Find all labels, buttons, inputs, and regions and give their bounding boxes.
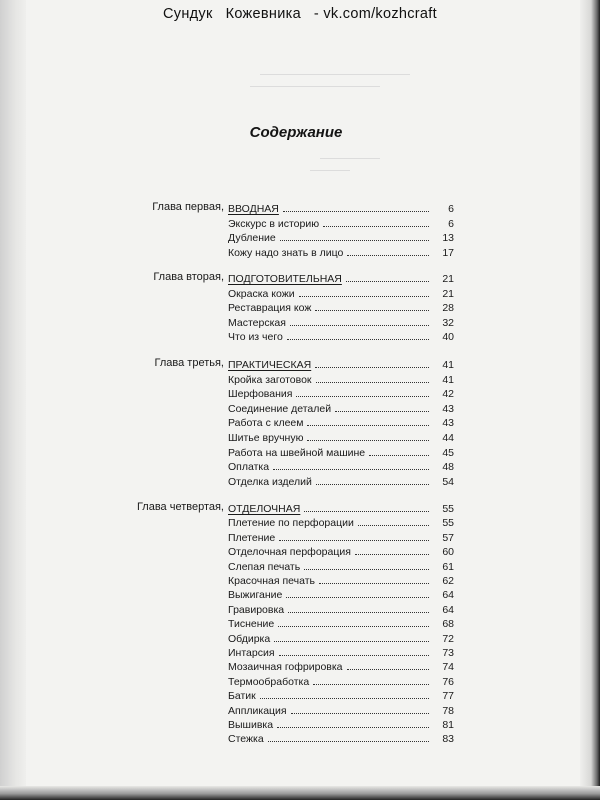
page-number: 64 bbox=[442, 589, 454, 602]
page-number: 41 bbox=[442, 373, 454, 386]
page-number: 78 bbox=[442, 704, 454, 717]
toc-entry bbox=[228, 217, 454, 231]
toc-entry bbox=[228, 632, 454, 646]
dot-leader bbox=[290, 316, 429, 326]
dot-leader bbox=[287, 330, 429, 340]
page-number: 13 bbox=[442, 232, 454, 244]
page-number: 68 bbox=[442, 618, 454, 631]
page-number: 55 bbox=[442, 517, 454, 530]
dot-leader bbox=[307, 431, 429, 441]
entry-title: Батик bbox=[228, 690, 256, 703]
toc-entry bbox=[228, 617, 454, 631]
toc-entry bbox=[228, 574, 454, 588]
entry-title: Термообработка bbox=[228, 675, 310, 688]
page-number: 45 bbox=[442, 446, 454, 459]
page-number: 81 bbox=[442, 719, 454, 731]
entry-title: Интарсия bbox=[228, 647, 275, 659]
page-number: 21 bbox=[442, 287, 454, 300]
toc-entry bbox=[228, 475, 454, 489]
entry-title: Мастерская bbox=[228, 316, 286, 329]
entry-title: Плетение bbox=[228, 531, 276, 544]
page-number: 44 bbox=[442, 432, 454, 444]
chapter-label: Глава первая, bbox=[152, 201, 224, 213]
toc-entry bbox=[228, 603, 454, 617]
toc-entry bbox=[228, 704, 454, 718]
toc-entry bbox=[228, 646, 454, 660]
entry-title: Окраска кожи bbox=[228, 287, 295, 300]
dot-leader bbox=[323, 217, 429, 227]
dot-leader bbox=[346, 272, 429, 282]
chapter-heading-row bbox=[228, 202, 454, 216]
dot-leader bbox=[347, 246, 429, 256]
dot-leader bbox=[273, 460, 429, 470]
dot-leader bbox=[280, 231, 429, 241]
dot-leader bbox=[268, 732, 429, 742]
page-number: 54 bbox=[442, 475, 454, 488]
entry-title: Гравировка bbox=[228, 603, 285, 616]
entry-title: Реставрация кож bbox=[228, 302, 312, 314]
toc-entry bbox=[228, 545, 454, 559]
page-number: 48 bbox=[442, 461, 454, 474]
chapter-heading-row bbox=[228, 358, 454, 372]
page-number: 43 bbox=[442, 417, 454, 430]
page-number: 28 bbox=[442, 302, 454, 314]
dot-leader bbox=[315, 358, 429, 368]
page-number: 73 bbox=[442, 647, 454, 659]
chapter-heading: ОТДЕЛОЧНАЯ bbox=[228, 503, 301, 515]
entry-title: Отделочная перфорация bbox=[228, 546, 351, 559]
entry-title: Кройка заготовок bbox=[228, 373, 312, 386]
page-number: 74 bbox=[442, 661, 454, 674]
page-number: 55 bbox=[442, 503, 454, 515]
toc-entry bbox=[228, 689, 454, 703]
toc-entry bbox=[228, 402, 454, 416]
page-number: 57 bbox=[442, 531, 454, 544]
toc-entry bbox=[228, 560, 454, 574]
entry-title: Кожу надо знать в лицо bbox=[228, 246, 344, 259]
page-number: 40 bbox=[442, 331, 454, 343]
dot-leader bbox=[299, 287, 429, 297]
entry-title: Мозаичная гофрировка bbox=[228, 661, 343, 674]
entry-title: Шитье вручную bbox=[228, 432, 304, 444]
dot-leader bbox=[296, 387, 429, 397]
toc-entry bbox=[228, 387, 454, 401]
dot-leader bbox=[286, 588, 429, 598]
page-number: 41 bbox=[442, 359, 454, 371]
entry-title: Тиснение bbox=[228, 618, 275, 631]
page-number: 60 bbox=[442, 546, 454, 559]
page-number: 6 bbox=[448, 203, 454, 215]
dot-leader bbox=[316, 475, 429, 485]
toc-entry bbox=[228, 732, 454, 746]
entry-title: Работа на швейной машине bbox=[228, 446, 366, 459]
dot-leader bbox=[279, 531, 429, 541]
page-number: 72 bbox=[442, 632, 454, 645]
dot-leader bbox=[313, 675, 429, 685]
entry-title: Соединение деталей bbox=[228, 402, 332, 415]
dot-leader bbox=[369, 446, 429, 456]
page-number: 6 bbox=[448, 217, 454, 230]
entry-title: Выжигание bbox=[228, 589, 283, 602]
page-number: 21 bbox=[442, 273, 454, 285]
entry-title: Дубление bbox=[228, 232, 276, 244]
entry-title: Аппликация bbox=[228, 704, 287, 717]
toc-entry bbox=[228, 330, 454, 344]
chapter-label: Глава вторая, bbox=[153, 271, 224, 283]
page-number: 62 bbox=[442, 575, 454, 587]
dot-leader bbox=[304, 502, 429, 512]
chapter-heading: ПОДГОТОВИТЕЛЬНАЯ bbox=[228, 273, 342, 285]
entry-title: Вышивка bbox=[228, 719, 274, 731]
chapter-heading: ПРАКТИЧЕСКАЯ bbox=[228, 359, 312, 371]
entry-title: Обдирка bbox=[228, 632, 271, 645]
chapter-heading-row bbox=[228, 272, 454, 286]
toc-entry bbox=[228, 460, 454, 474]
dot-leader bbox=[307, 416, 429, 426]
toc-entry bbox=[228, 675, 454, 689]
header-caption: Сундук Кожевника - vk.com/kozhcraft bbox=[163, 6, 437, 22]
page-number: 17 bbox=[442, 246, 454, 259]
page-number: 64 bbox=[442, 603, 454, 616]
entry-title: Стежка bbox=[228, 733, 264, 746]
chapter-heading: ВВОДНАЯ bbox=[228, 203, 279, 215]
dot-leader bbox=[335, 402, 429, 412]
toc-entry bbox=[228, 660, 454, 674]
dot-leader bbox=[355, 545, 429, 555]
chapter-heading-row bbox=[228, 502, 454, 516]
dot-leader bbox=[260, 689, 429, 699]
toc-entry bbox=[228, 301, 454, 315]
dot-leader bbox=[278, 617, 429, 627]
toc-entry bbox=[228, 416, 454, 430]
toc-entry bbox=[228, 373, 454, 387]
dot-leader bbox=[277, 718, 429, 728]
dot-leader bbox=[347, 660, 429, 670]
toc-entry bbox=[228, 516, 454, 530]
entry-title: Экскурс в историю bbox=[228, 217, 320, 230]
page-number: 32 bbox=[442, 316, 454, 329]
dot-leader bbox=[283, 202, 429, 212]
page-number: 76 bbox=[442, 675, 454, 688]
dot-leader bbox=[319, 574, 429, 584]
dot-leader bbox=[274, 632, 429, 642]
page-number: 83 bbox=[442, 733, 454, 746]
dot-leader bbox=[315, 301, 429, 311]
dot-leader bbox=[358, 516, 429, 526]
page-number: 42 bbox=[442, 388, 454, 401]
toc-entry bbox=[228, 718, 454, 732]
dot-leader bbox=[291, 704, 429, 714]
entry-title: Оплатка bbox=[228, 461, 270, 474]
page-number: 43 bbox=[442, 402, 454, 415]
dot-leader bbox=[279, 646, 429, 656]
chapter-label: Глава третья, bbox=[154, 357, 224, 369]
dot-leader bbox=[288, 603, 429, 613]
toc-entry bbox=[228, 316, 454, 330]
entry-title: Отделка изделий bbox=[228, 475, 312, 488]
page-number: 77 bbox=[442, 690, 454, 703]
entry-title: Шерфования bbox=[228, 388, 293, 401]
dot-leader bbox=[304, 560, 429, 570]
entry-title: Плетение по перфорации bbox=[228, 517, 354, 530]
chapter-label: Глава четвертая, bbox=[136, 501, 224, 513]
toc-entry bbox=[228, 431, 454, 445]
page-number: 61 bbox=[442, 560, 454, 573]
dot-leader bbox=[316, 373, 429, 383]
toc-entry bbox=[228, 231, 454, 245]
entry-title: Слепая печать bbox=[228, 560, 301, 573]
page-title: Содержание bbox=[249, 124, 343, 141]
toc-entry bbox=[228, 588, 454, 602]
toc-entry bbox=[228, 287, 454, 301]
entry-title: Работа с клеем bbox=[228, 417, 304, 430]
entry-title: Красочная печать bbox=[228, 575, 316, 587]
toc-entry bbox=[228, 246, 454, 260]
toc-entry bbox=[228, 531, 454, 545]
toc-entry bbox=[228, 446, 454, 460]
entry-title: Что из чего bbox=[228, 331, 283, 343]
